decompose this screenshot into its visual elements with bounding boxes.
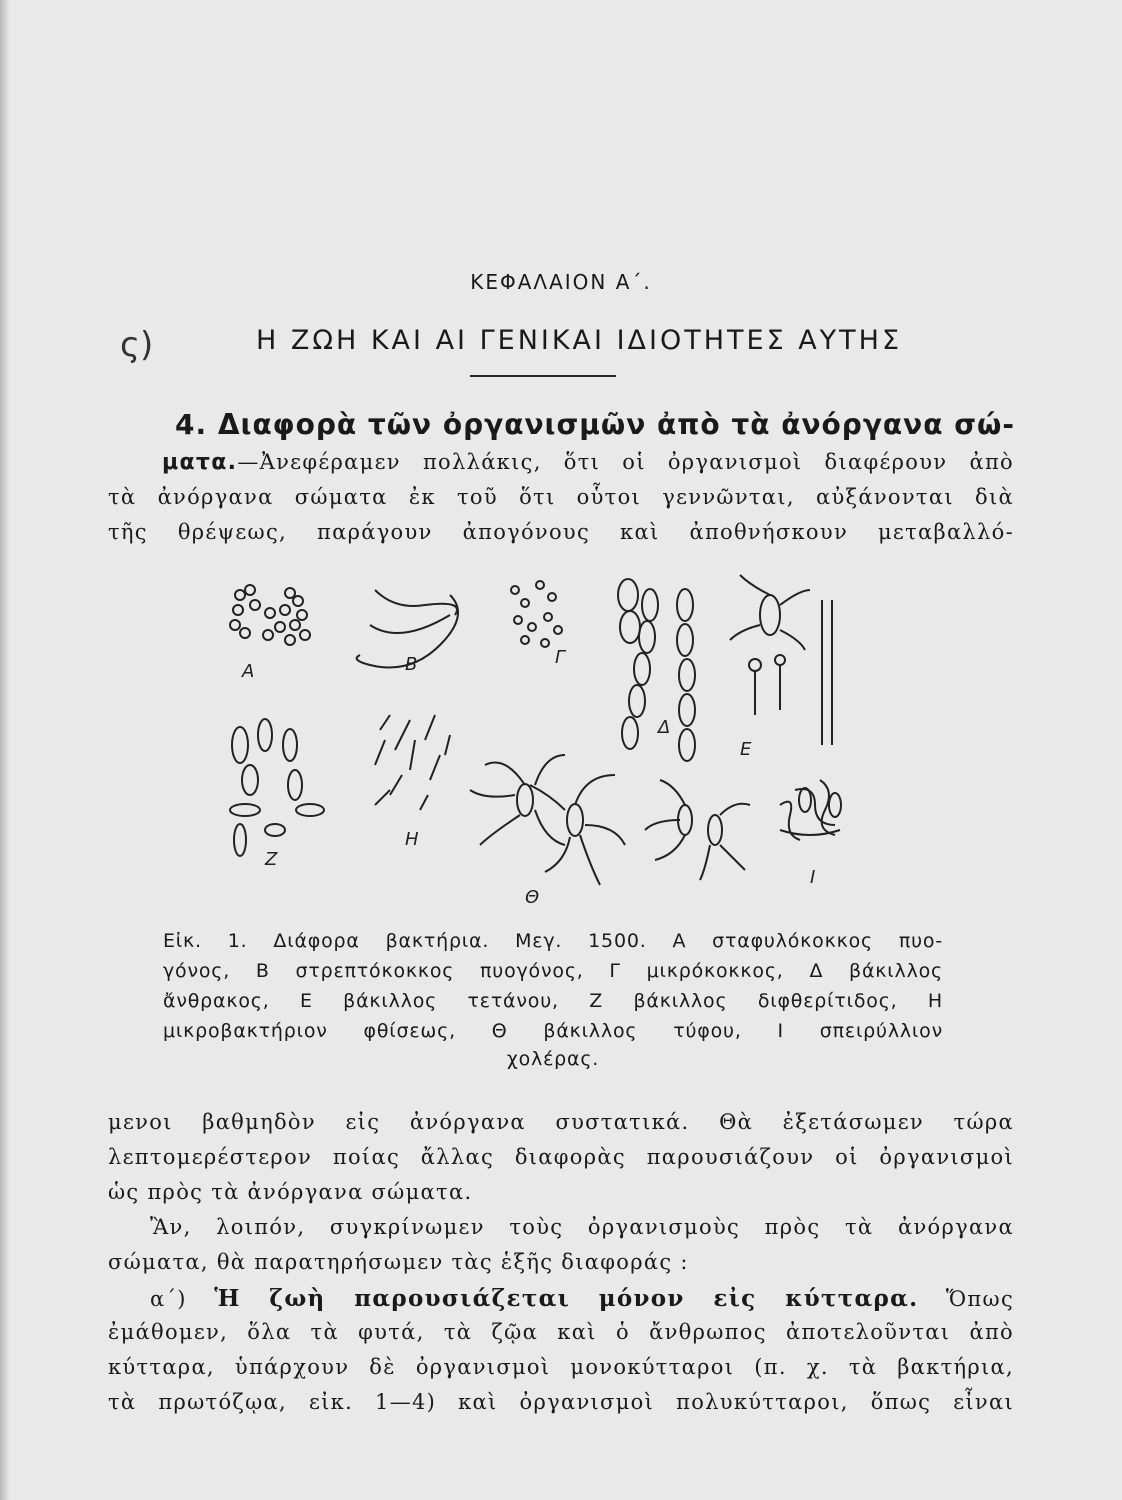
- figure-label-theta: Θ: [525, 887, 540, 908]
- cholera-spirillum-drawing: [780, 780, 841, 840]
- diphtheria-bacillus-drawing: [230, 719, 324, 856]
- figure-label-delta: Δ: [658, 717, 671, 738]
- staphylococcus-drawing: [230, 585, 310, 645]
- figure-label-eta: Η: [405, 829, 419, 850]
- figure-label-zeta: Ζ: [265, 849, 278, 870]
- anthrax-bacillus-drawing: [618, 579, 695, 761]
- tetanus-bacillus-drawing: [730, 575, 832, 745]
- section-heading: 4. Διαφορὰ τῶν ὀργανισμῶν ἀπὸ τὰ ἀνόργανα σώ-: [175, 408, 1015, 441]
- figure-label-gamma: Γ: [555, 647, 566, 668]
- body-line-3: ὡς πρὸς τὰ ἀνόργανα σώματα.: [108, 1180, 473, 1204]
- tuberculosis-bacillus-drawing: [375, 715, 450, 810]
- point-a-line-4: τὰ πρωτόζῳα, εἰκ. 1—4) καὶ ὀργανισμοὶ πολυκύτταροι, ὅπως εἶναι: [108, 1390, 1014, 1414]
- heading-continuation: ματα.: [162, 450, 238, 475]
- title-divider: [470, 375, 616, 377]
- figure-label-iota: Ι: [810, 867, 816, 888]
- figure-label-epsilon: Ε: [740, 739, 752, 760]
- chapter-title: Η ΖΩΗ ΚΑΙ ΑΙ ΓΕΝΙΚΑΙ ΙΔΙΟΤΗΤΕΣ ΑΥΤΗΣ: [255, 325, 903, 356]
- figure-caption-line-3: ἄνθρακος, Ε βάκιλλος τετάνου, Ζ βάκιλλος διφθερίτιδος, Η: [163, 990, 943, 1012]
- figure-label-a: A: [242, 661, 255, 682]
- point-a-line-3: κύτταρα, ὑπάρχουν δὲ ὀργανισμοὶ μονοκύτταροι (π. χ. τὰ βακτήρια,: [108, 1355, 1014, 1379]
- bacteria-figure: [180, 565, 900, 915]
- figure-caption-line-2: γόνος, Β στρεπτόκοκκος πυογόνος, Γ μικρόκοκκος, Δ βάκιλλος: [163, 960, 943, 982]
- point-a-line-1: [150, 1285, 1014, 1312]
- section-line-2: τὰ ἀνόργανα σώματα ἐκ τοῦ ὅτι οὗτοι γεννῶνται, αὐξάνονται διὰ: [108, 485, 1014, 509]
- chapter-label: ΚΕΦΑΛΑΙΟΝ Α΄.: [470, 270, 652, 294]
- body-line-1: μενοι βαθμηδὸν εἰς ἀνόργανα συστατικά. Θὰ ἐξετάσωμεν τώρα: [108, 1110, 1014, 1134]
- figure-caption-line-1: Εἰκ. 1. Διάφορα βακτήρια. Μεγ. 1500. Α σταφυλόκοκκος πυο-: [163, 930, 943, 952]
- point-a-line-2: ἐμάθομεν, ὅλα τὰ φυτά, τὰ ζῷα καὶ ὁ ἄνθρωπος ἀποτελοῦνται ἀπὸ: [108, 1320, 1014, 1344]
- point-a-bold: Ἡ ζωὴ παρουσιάζεται μόνον εἰς κύτταρα.: [214, 1285, 919, 1312]
- point-a-rest: Ὅπως: [945, 1287, 1015, 1311]
- section-line-3: τῆς θρέψεως, παράγουν ἀπογόνους καὶ ἀποθνήσκουν μεταβαλλό-: [108, 520, 1014, 544]
- point-a-label: α΄): [150, 1287, 187, 1311]
- body-line-2: λεπτομερέστερον ποίας ἄλλας διαφορὰς παρουσιάζουν οἱ ὀργανισμοὶ: [108, 1145, 1014, 1169]
- figure-caption-line-4: μικροβακτήριον φθίσεως, Θ βάκιλλος τύφου, Ι σπειρύλλιον: [163, 1020, 943, 1042]
- section-text-1: —Ἀνεφέραμεν πολλάκις, ὅτι οἱ ὀργανισμοὶ διαφέρουν ἀπὸ: [237, 450, 1014, 474]
- typhoid-bacillus-drawing: [470, 755, 750, 885]
- body-line-5: σώματα, θὰ παρατηρήσωμεν τὰς ἑξῆς διαφοράς :: [108, 1250, 689, 1274]
- figure-caption-line-5: χολέρας.: [506, 1048, 600, 1070]
- page-edge-shadow: [0, 0, 10, 1500]
- body-line-4: Ἂν, λοιπόν, συγκρίνωμεν τοὺς ὀργανισμοὺς πρὸς τὰ ἀνόργανα: [150, 1215, 1014, 1239]
- margin-handwritten-mark: ς): [120, 325, 154, 365]
- figure-label-b: B: [405, 654, 418, 675]
- micrococcus-drawing: [511, 581, 562, 647]
- section-line-1: [162, 450, 1014, 475]
